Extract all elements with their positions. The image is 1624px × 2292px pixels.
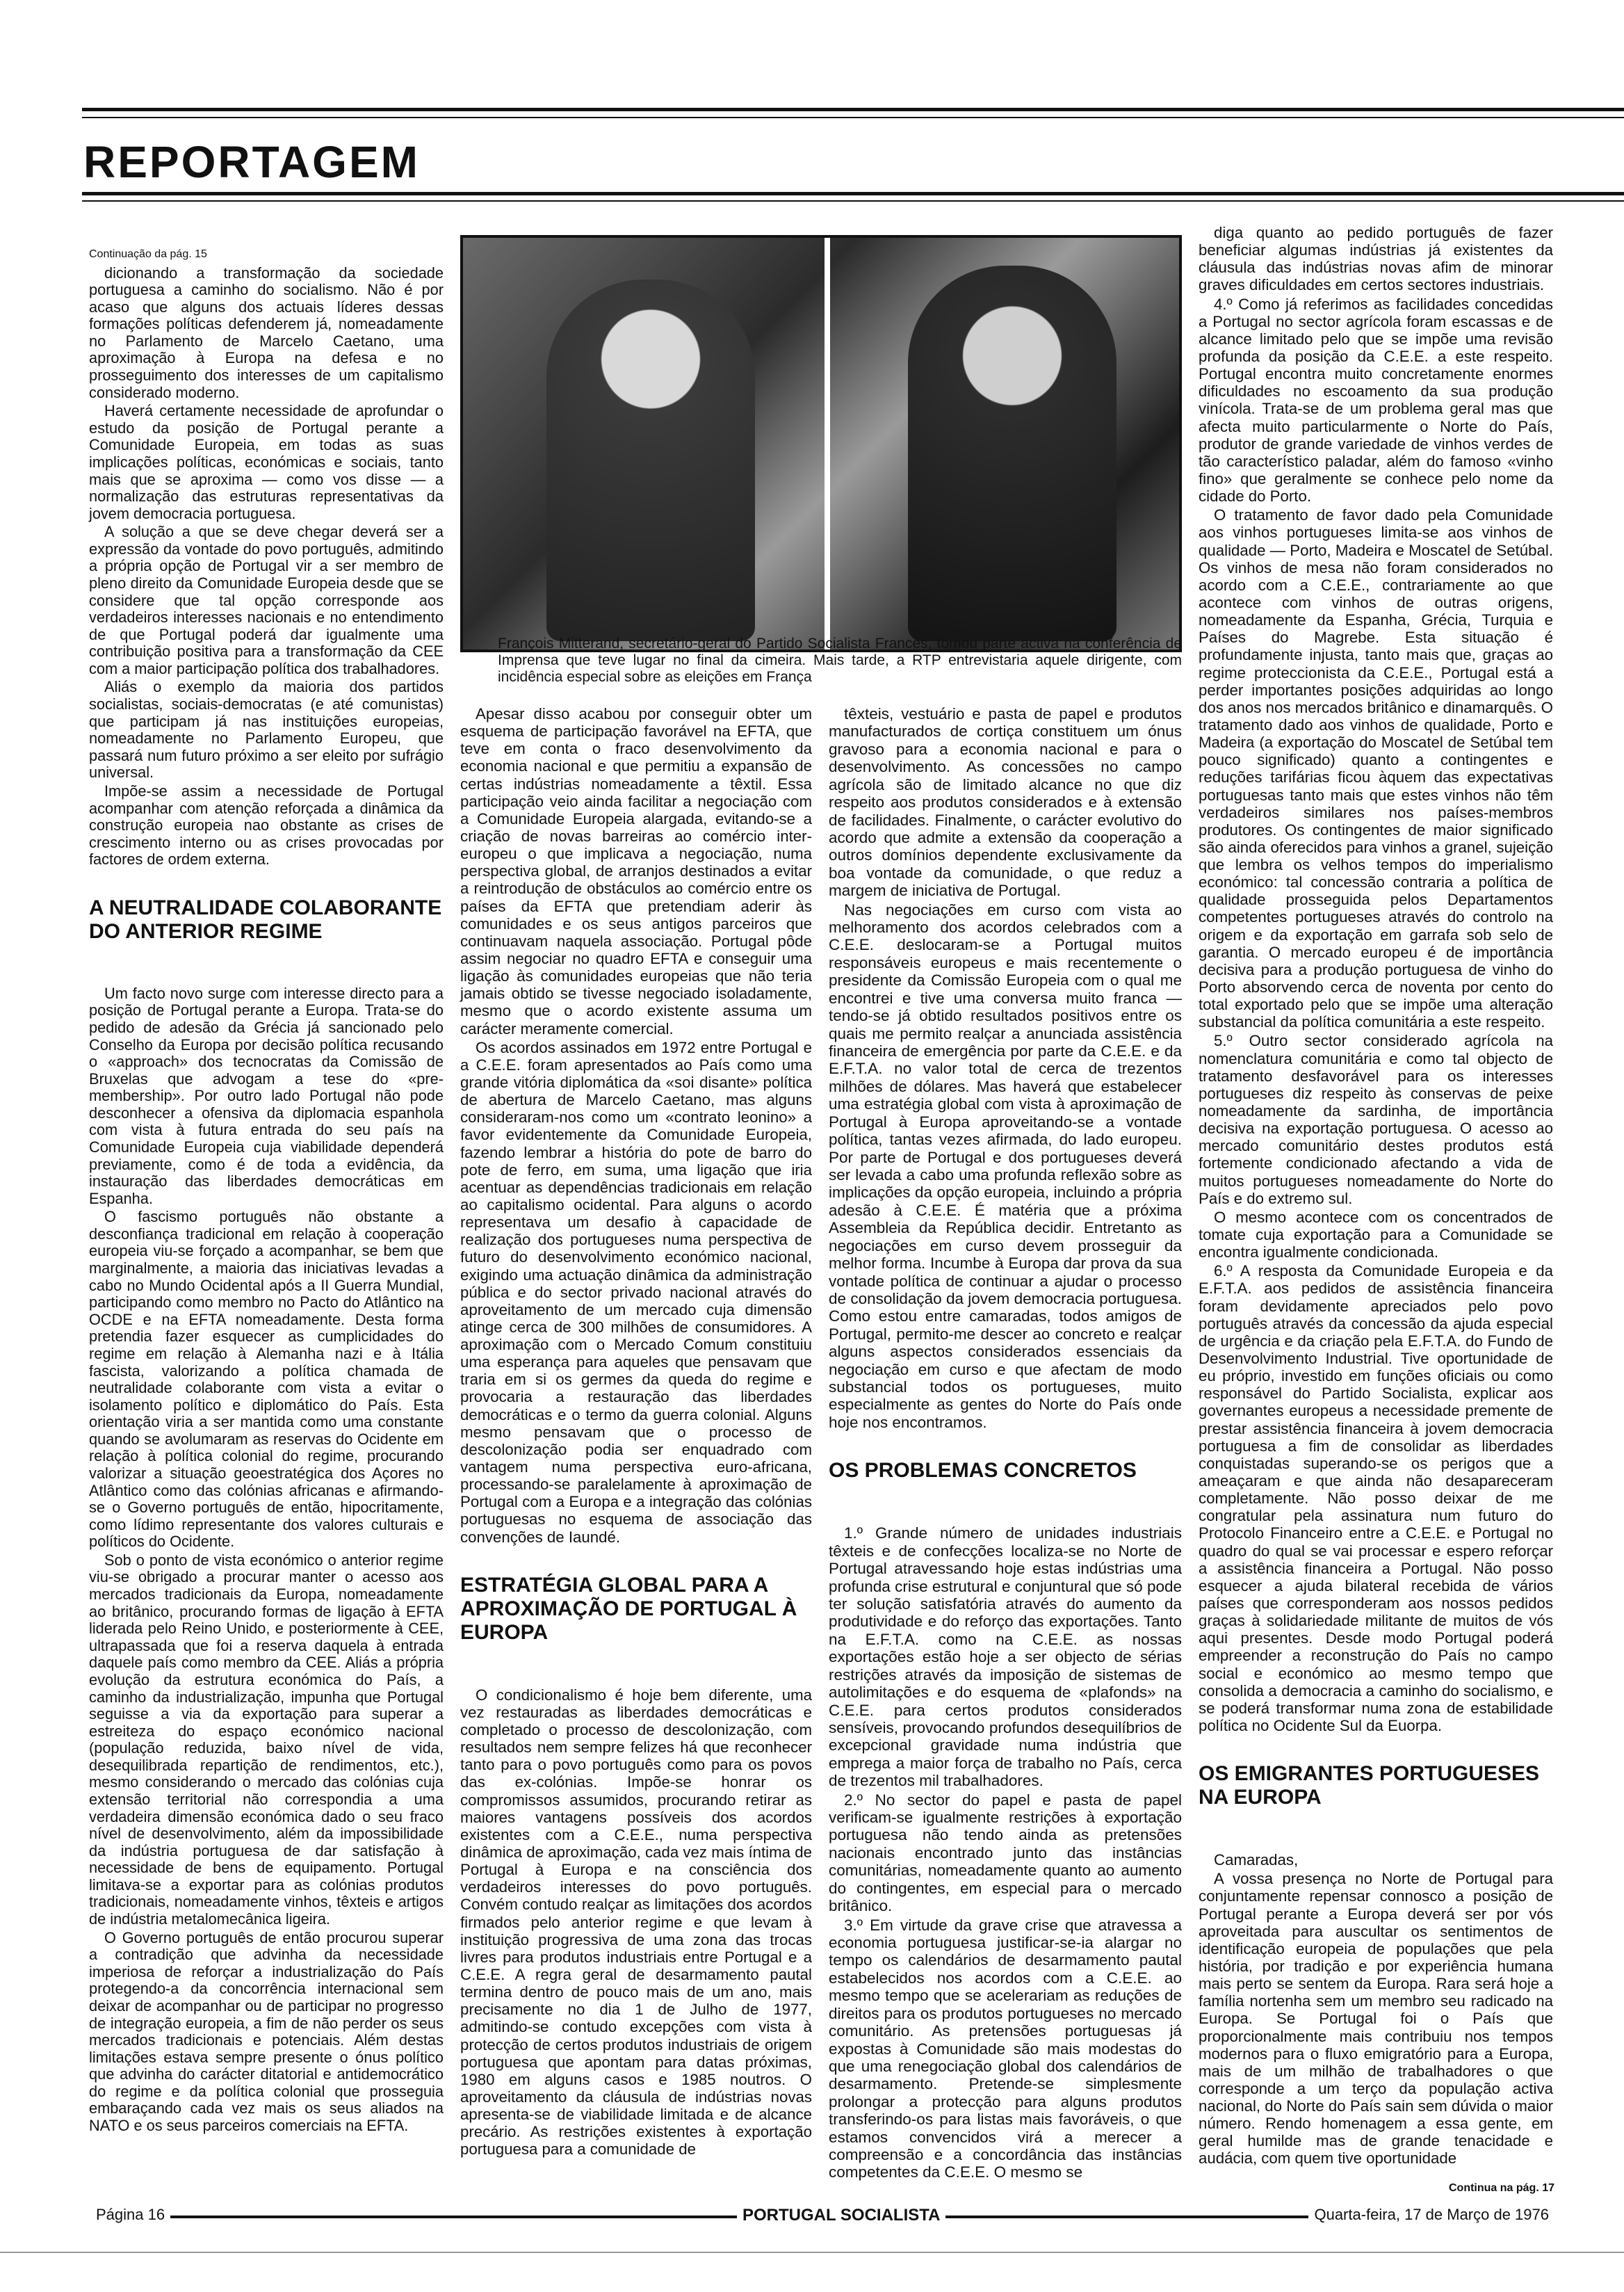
paragraph: Camaradas, xyxy=(1214,1851,1299,1869)
continued-to: Continua na pág. 17 xyxy=(1448,2182,1554,2194)
paragraph: Os acordos assinados em 1972 entre Portugal e a C.E.E. foram apresentados ao País como uma grande vitória diplomática da «soi disante» política de abertura de Marcelo Caetano, mas alguns consideraram-nos como um «contrato leonino» a favor evidentemente da Comunidade Europeia, fazendo lembrar a história do pote de barro do pote de ferro, em suma, uma ligação que iria acentuar as dependências tradicionais em relação ao capitalismo ocidental. Para alguns o acordo representava um desafio à capacidade de realização dos portugueses numa perspectiva de futuro do desenvolvimento económico nacional, exigindo uma actuação dinâmica da administração pública e do sector privado nacional através do aproveitamento de um mercado cuja dimensão atinge cerca de 300 milhões de consumidores. A aproximação com o Mercado Comum constituiu uma esperança para aqueles que pensavam que traria em si os germes da queda do regime e provocaria a restauração das liberdades democráticas e o termo da guerra colonial. Alguns mesmo pensavam que o processo de descolonização podia ser enquadrado com vantagem numa perspectiva euro-africana, processando-se paralelamente à aproximação de Portugal com a Europa e a integração das colónias portuguesas no esquema de associação das convenções de Iaundé. xyxy=(460,1038,812,1546)
paragraph: O fascismo português não obstante a desconfiança tradicional em relação à cooperação europeia viu-se forçado a acompanhar, se bem que marginalmente, a maioria das iniciativas levadas a cabo no Mundo Ocidental após a II Guerra Mundial, participando como membro no Pacto do Atlântico na OCDE e na EFTA nomeadamente. Desta forma pretendia fazer esquecer as cumplicidades do regime em relação à Alemanha nazi e à Itália fascista, valorizando a política chamada de neutralidade colaborante com vista a evitar o isolamento político e diplomático do País. Esta orientação viria a ser mantida como uma constante quando se avolumaram as reservas do Ocidente em relação à política colonial do regime, procurando valorizar a situação geoestratégica dos Açores no Atlântico como das colónias africanas e afirmando-se o Governo português de então, hipocritamente, como lídimo representante dos valores culturais e políticos do Ocidente. xyxy=(89,1208,444,1551)
paragraph: 3.º Em virtude da grave crise que atravessa a economia portuguesa justificar-se-ia alargar no tempo os calendários de desarmamento pautal estabelecidos nos acordos com a C.E.E. ao mesmo tempo que se acelerariam as reduções de direitos para os produtos portugueses no mercado comunitário. As pretensões portuguesas já expostas à Comunidade são mais modestas do que uma renegociação global dos calendários de desarmamento. Pretende-se simplesmente prolongar a protecção para alguns produtos transferindo-os para listas mais favoráveis, o que estamos convencidos virá a merecer a compreensão e a concordância das instâncias competentes da C.E.E. O mesmo se xyxy=(829,1916,1182,2181)
paragraph: O Governo português de então procurou superar a contradição que advinha da necessidade imperiosa de reforçar a industrialização do País protegendo-a da concorrência internacional sem deixar de acompanhar ou de participar no progresso de integração europeia, a fim de não perder os seus mercados tradicionais e potenciais. Além destas limitações estava sempre presente o ónus político que advinha do carácter ditatorial e antidemocrático do regime e da política colonial que prosseguia embaraçando cada vez mais os seus aliados na NATO e os seus parceiros comerciais na EFTA. xyxy=(89,1928,444,2134)
photo-person-left xyxy=(546,280,755,641)
paragraph: Haverá certamente necessidade de aprofundar o estudo da posição de Portugal perante a Comunidade Europeia, em todas as suas implicações políticas, económicas e sociais, tanto mais que se aproxima — como vos disse — a normalização das estruturas representativas da jovem democracia portuguesa. xyxy=(89,402,444,522)
paragraph: O tratamento de favor dado pela Comunidade aos vinhos portugueses limita-se aos vinhos de qualidade — Porto, Madeira e Moscatel de Setúbal. Os vinhos de mesa não foram considerados no acordo com a C.E.E., contrariamente ao que acontece com vinhos de outras origens, nomeadamente da Espanha, Grécia, Turquia e Países do Magrebe. Esta situação é profundamente injusta, tanto mais que, graças ao regime proteccionista da C.E.E., Portugal está a perder importantes posições adquiridas ao longo dos anos nos mercados britânico e dinamarquês. O tratamento dado aos vinhos de qualidade, Porto e Madeira (a exportação do Moscatel de Setúbal tem pouco significado) quanto a contingentes e reduções tarifárias ficou àquem das expectativas portuguesas tanto mais que estes vinhos não têm verdadeiros similares nos países-membros produtores. Os contingentes de maior significado são ainda oferecidos para vinhos a granel, sujeição que lembra os velhos tempos do imperialismo económico: tal concessão contraria a política de qualidade prosseguida pelos Departamentos competentes portugueses através do controlo na origem e da exportação em garrafa sob selo de garantia. O mercado europeu é de importância decisiva para a produção portuguesa de vinho do Porto absorvendo cerca de noventa por cento do total exportado pelo que se impõe uma alteração substancial da política comunitária a este respeito. xyxy=(1199,506,1553,1031)
paragraph: Um facto novo surge com interesse directo para a posição de Portugal perante a Europa. Trata-se do pedido de adesão da Grécia já sancionado pelo Conselho da Europa por decisão política recusando o «approach» dos tecnocratas da Comissão de Bruxelas que advogam a tese do «pre-membership». Por outro lado Portugal não pode desconhecer a ofensiva da diplomacia espanhola com vista à futura entrada do seu país na Comunidade Europeia cuja viabilidade dependerá previamente, como é de toda a evidência, da instauração das liberdades democráticas em Espanha. xyxy=(89,984,444,1207)
paragraph: 6.º A resposta da Comunidade Europeia e da E.F.T.A. aos pedidos de assistência financeira foram devidamente apreciados pelo povo português através da concessão da ajuda especial de urgência e da criação pela E.F.T.A. do Fundo de Desenvolvimento Industrial. Tive oportunidade de eu próprio, investido em funções oficiais ou como responsável do Partido Socialista, explicar aos governantes europeus a necessidade premente de prestar assistência financeira à jovem democracia portuguesa a fim de consolidar as liberdades conquistadas superando-se os perigos que a ameaçaram e que ainda não desapareceram completamente. Não posso deixar de me congratular pela assinatura num futuro do Protocolo Financeiro entre a C.E.E. e Portugal no quadro do qual se vai processar e espero reforçar a assistência financeira a Portugal. Não posso esquecer a ajuda bilateral recebida de vários países que corresponderam aos nossos pedidos graças à solidariedade militante de muitos de vós aqui presentes. Desde modo Portugal poderá empreender a reconstrução do País no campo social e económico ao mesmo tempo que consolida a democracia a caminho do socialismo, e se poderá transformar numa zona de estabilidade política no Ocidente Sul da Euorpa. xyxy=(1199,1262,1553,1734)
section-title: REPORTAGEM xyxy=(83,137,420,187)
article-column-4 xyxy=(1199,224,1553,2169)
photo-caption: François Mitterand, secretário-geral do Partido Socialista Francês, tomou parte activa na conferência de Imprensa que teve lugar no final da cimeira. Mais tarde, a RTP entrevistaria aquele dirigente, com incidência especial sobre as eleições em França xyxy=(498,636,1182,685)
section-rule xyxy=(82,192,1624,195)
photo-divider xyxy=(825,238,830,649)
subheading: OS EMIGRANTES PORTUGUESES NA EUROPA xyxy=(1199,1762,1540,1809)
publication-name: PORTUGAL SOCIALISTA xyxy=(737,2206,945,2225)
article-column-3 xyxy=(829,705,1182,2183)
page-number: Página 16 xyxy=(90,2206,170,2224)
section-rule-thin xyxy=(82,200,1624,202)
subheading: OS PROBLEMAS CONCRETOS xyxy=(829,1459,1137,1483)
paragraph: têxteis, vestuário e pasta de papel e produtos manufacturados de cortiça constituem um ónus gravoso para a economia nacional e para o desenvolvimento. As concessões no campo agrícola são de limitado alcance no que diz respeito aos produtos considerados e à extensão de facilidades. Finalmente, o carácter evolutivo do acordo que admite a extensão da cooperação a outros domínios dependente exclusivamente da boa vontade da comunidade, o que reduz a margem de iniciativa de Portugal. xyxy=(829,705,1182,900)
paragraph: 5.º Outro sector considerado agrícola na nomenclatura comunitária e como tal objecto de tratamento desfavorável para os interesses portugueses diz respeito às conservas de peixe nomeadamente da sardinha, de importância decisiva na exportação portuguesa. O acesso ao mercado comunitário destes produtos está fortemente condicionado afectando a vida de muitos portugueses nomeadamente do Norte do País e do extremo sul. xyxy=(1199,1032,1553,1207)
subheading: A NEUTRALIDADE COLABORANTE DO ANTERIOR REGIME xyxy=(89,896,442,943)
news-photo xyxy=(460,235,1182,652)
top-rule-thin xyxy=(82,117,1624,118)
page-footer xyxy=(90,2206,1554,2234)
paragraph: diga quanto ao pedido português de fazer beneficiar algumas indústrias já existentes da cláusula das indústrias novas afim de minorar graves dificuldades em certos sectores industriais. xyxy=(1199,224,1553,294)
top-rule xyxy=(82,108,1624,111)
article-column-2 xyxy=(460,705,812,2160)
paragraph: Impõe-se assim a necessidade de Portugal acompanhar com atenção reforçada a dinâmica da construção europeia nao obstante as crises de crescimento interno ou as crises provocadas por factores de ordem externa. xyxy=(89,782,444,869)
paragraph: O mesmo acontece com os concentrados de tomate cuja exportação para a Comunidade se encontra igualmente condicionada. xyxy=(1199,1208,1553,1261)
paragraph: Sob o ponto de vista económico o anterior regime viu-se obrigado a procurar manter o acesso aos mercados tradicionais da Europa, nomeadamente ao britânico, procurando formas de ligação à EFTA liderada pelo Reino Unido, e posteriormente à CEE, ultrapassada que foi a reserva daquela à entrada daquele país como membro da CEE. Aliás a própria evolução da estrutura económica do País, a caminho da industrialização, impunha que Portugal seguisse a via da exportação para superar a estreiteza do espaço económico nacional (população reduzida, baixo nível de vida, desequilibrada repartição de rendimentos, etc.), mesmo considerando o mercado das colónias cuja extensão territorial não correspondia a uma verdadeira dimensão económica dado o seu fraco nível de desenvolvimento, além da impossibilidade da indústria portuguesa de dar satisfação à necessidade de bens de equipamento. Portugal limitava-se a exportar para as colónias produtos tradicionais, nomeadamente vinhos, têxteis e artigos de indústria metalomecânica ligeira. xyxy=(89,1551,444,1928)
issue-date: Quarta-feira, 17 de Março de 1976 xyxy=(1308,2206,1554,2224)
continued-from: Continuação da pág. 15 xyxy=(89,248,207,260)
paragraph: 2.º No sector do papel e pasta de papel verificam-se igualmente restrições à exportação portuguesa não tendo ainda as pretensões nacionais encontrado junto das instâncias comunitárias, nomeadamente quanto ao aumento do contingentes, em especial para o mercado britânico. xyxy=(829,1791,1182,1915)
paragraph: A solução a que se deve chegar deverá ser a expressão da vontade do povo português, admitindo a própria opção de Portugal vir a ser membro de pleno direito da Comunidade Europeia desde que se considere que tal opção corresponde aos verdadeiros interesses nacionais e no entendimento de que Portugal poderá dar igualmente uma contribuição positiva para a transformação da CEE com a maior participação política dos trabalhadores. xyxy=(89,523,444,677)
paragraph: Aliás o exemplo da maioria dos partidos socialistas, sociais-democratas (e até comunistas) que participam já nas instituições europeias, nomeadamente no Parlamento Europeu, que passará num futuro próximo a ser eleito por sufrágio universal. xyxy=(89,678,444,782)
paragraph: Apesar disso acabou por conseguir obter um esquema de participação favorável na EFTA, que teve em conta o fraco desenvolvimento da economia nacional e que permitiu a expansão de certas indústrias nomeadamente a têxtil. Essa participação veio ainda facilitar a negociação com a Comunidade Europeia alargada, evitando-se a criação de novas barreiras ao comércio inter-europeu o que implicava a negociação, numa perspectiva global, de arranjos destinados a evitar a reintrodução de obstáculos ao comércio entre os países da EFTA que pretendiam aderir às comunidades e os seus antigos parceiros que continuavam naquela associação. Portugal pôde assim negociar no quadro EFTA e conseguir uma ligação às comunidades europeias que não teria jamais obtido se tivesse negociado isoladamente, mesmo que o acordo existente assuma um carácter meramente comercial. xyxy=(460,705,812,1038)
paragraph: 1.º Grande número de unidades industriais têxteis e de confecções localiza-se no Norte de Portugal atravessando hoje estas indústrias uma profunda crise estrutural e conjuntural que só pode ter solução satisfatória através do aumento da produtividade e do reforço das exportações. Tanto na E.F.T.A. como na C.E.E. as nossas exportações estão hoje a ser objecto de sérias restrições através da imposição de sistemas de autolimitações e do esquema de «plafonds» na C.E.E. para certos produtos considerados sensíveis, provocando profundos desequilíbrios de excepcional gravidade numa indústria que emprega a maior força de trabalho no País, cerca de trezentos mil trabalhadores. xyxy=(829,1524,1182,1790)
paragraph: dicionando a transformação da sociedade portuguesa a caminho do socialismo. Não é por acaso que alguns dos actuais líderes dessas formações políticas defenderem já, nomeadamente no Parlamento de Marcelo Caetano, uma aproximação à Europa na defesa e no prosseguimento dos interesses de um capitalismo considerado moderno. xyxy=(89,264,444,401)
paragraph: O condicionalismo é hoje bem diferente, uma vez restauradas as liberdades democráticas e completado o processo de descolonização, com resultados nem sempre felizes há que reconhecer tanto para o povo português como para os povos das ex-colónias. Impõe-se honrar os compromissos assumidos, procurando retirar as maiores vantagens possíveis dos acordos existentes com a C.E.E., numa perspectiva dinâmica de aproximação, cada vez mais íntima de Portugal à Europa e na consciência dos verdadeiros interesses do povo português. Convém contudo realçar as limitações dos acordos firmados pelo anterior regime e que levam à instituição progressiva de uma zona das trocas livres para produtos industriais entre Portugal e a C.E.E. A regra geral de desarmamento pautal termina dentro de pouco mais de um ano, mais precisamente no dia 1 de Julho de 1977, admitindo-se contudo excepções com vista à protecção de certos produtos industriais de origem portuguesa que apontam para datas próximas, 1980 em alguns casos e 1985 noutros. O aproveitamento da cláusula de indústrias novas apresenta-se de viabilidade limitada e de alcance precário. As restrições existentes à exportação portuguesa para a comunidade de xyxy=(460,1686,812,2158)
photo-person-right xyxy=(908,266,1116,641)
subheading: ESTRATÉGIA GLOBAL PARA A APROXIMAÇÃO DE PORTUGAL À EUROPA xyxy=(460,1573,797,1644)
article-column-1 xyxy=(89,246,444,2136)
bottom-edge xyxy=(0,2252,1624,2253)
paragraph: 4.º Como já referimos as facilidades concedidas a Portugal no sector agrícola foram escassas e de alcance limitado pelo que se impõe uma revisão profunda da posição da C.E.E. a este respeito. Portugal encontra muito concretamente enormes dificuldades no escoamento da sua produção vinícola. Trata-se de um problema geral mas que afecta muito particularmente o Norte do País, produtor de grande variedade de vinhos verdes de tão característico paladar, além do famoso «vinho fino» que geralmente se conhece pelo nome da cidade do Porto. xyxy=(1199,295,1553,506)
paragraph: A vossa presença no Norte de Portugal para conjuntamente repensar connosco a posição de Portugal perante a Europa deverá ser por vós aproveitada para auscultar os sentimentos de identificação europeia de populações que pela história, por tradição e por experiência humana mais perto se sentem da Europa. Rara será hoje a família nortenha sem um membro seu radicado na Europa. Se Portugal foi o País que proporcionalmente mais contribuiu nos tempos modernos para o fluxo emigratório para a Europa, mais de um milhão de trabalhadores o que corresponde a um terço da população activa nacional, do Norte do País sain sem dúvida o maior número. Rendo homenagem a essa gente, em geral humilde mas de grande tenacidade e audácia, com quem tive oportunidade xyxy=(1199,1870,1553,2168)
paragraph: Nas negociações em curso com vista ao melhoramento dos acordos celebrados com a C.E.E. deslocaram-se a Portugal muitos responsáveis europeus e mais recentemente o presidente da Comissão Europeia com o qual me encontrei e tive uma conversa muito franca — tendo-se já obtido resultados positivos entre os quais me permito realçar a anunciada assistência financeira de emergência por parte da C.E.E. e da E.F.T.A. no valor total de cerca de trezentos milhões de dólares. Mas haverá que estabelecer uma estratégia global com vista à aproximação de Portugal à Europa aproveitando-se a vontade política, tantas vezes afirmada, do lado europeu. Por parte de Portugal e dos portugueses deverá ser levada a cabo uma profunda reflexão sobre as implicações da opção europeia, incluindo a própria adesão à C.E.E. É matéria que a próxima Assembleia da República decidir. Entretanto as negociações em curso devem prosseguir da melhor forma. Incumbe à Europa dar prova da sua vontade política de continuar a ajudar o processo de consolidação da jovem democracia portuguesa. Como estou entre camaradas, todos amigos de Portugal, permito-me descer ao concreto e realçar alguns aspectos considerados essenciais da negociação em curso e que afectam de modo substancial todos os portugueses, muito especialmente as gentes do Norte do País onde hoje nos encontramos. xyxy=(829,901,1182,1431)
